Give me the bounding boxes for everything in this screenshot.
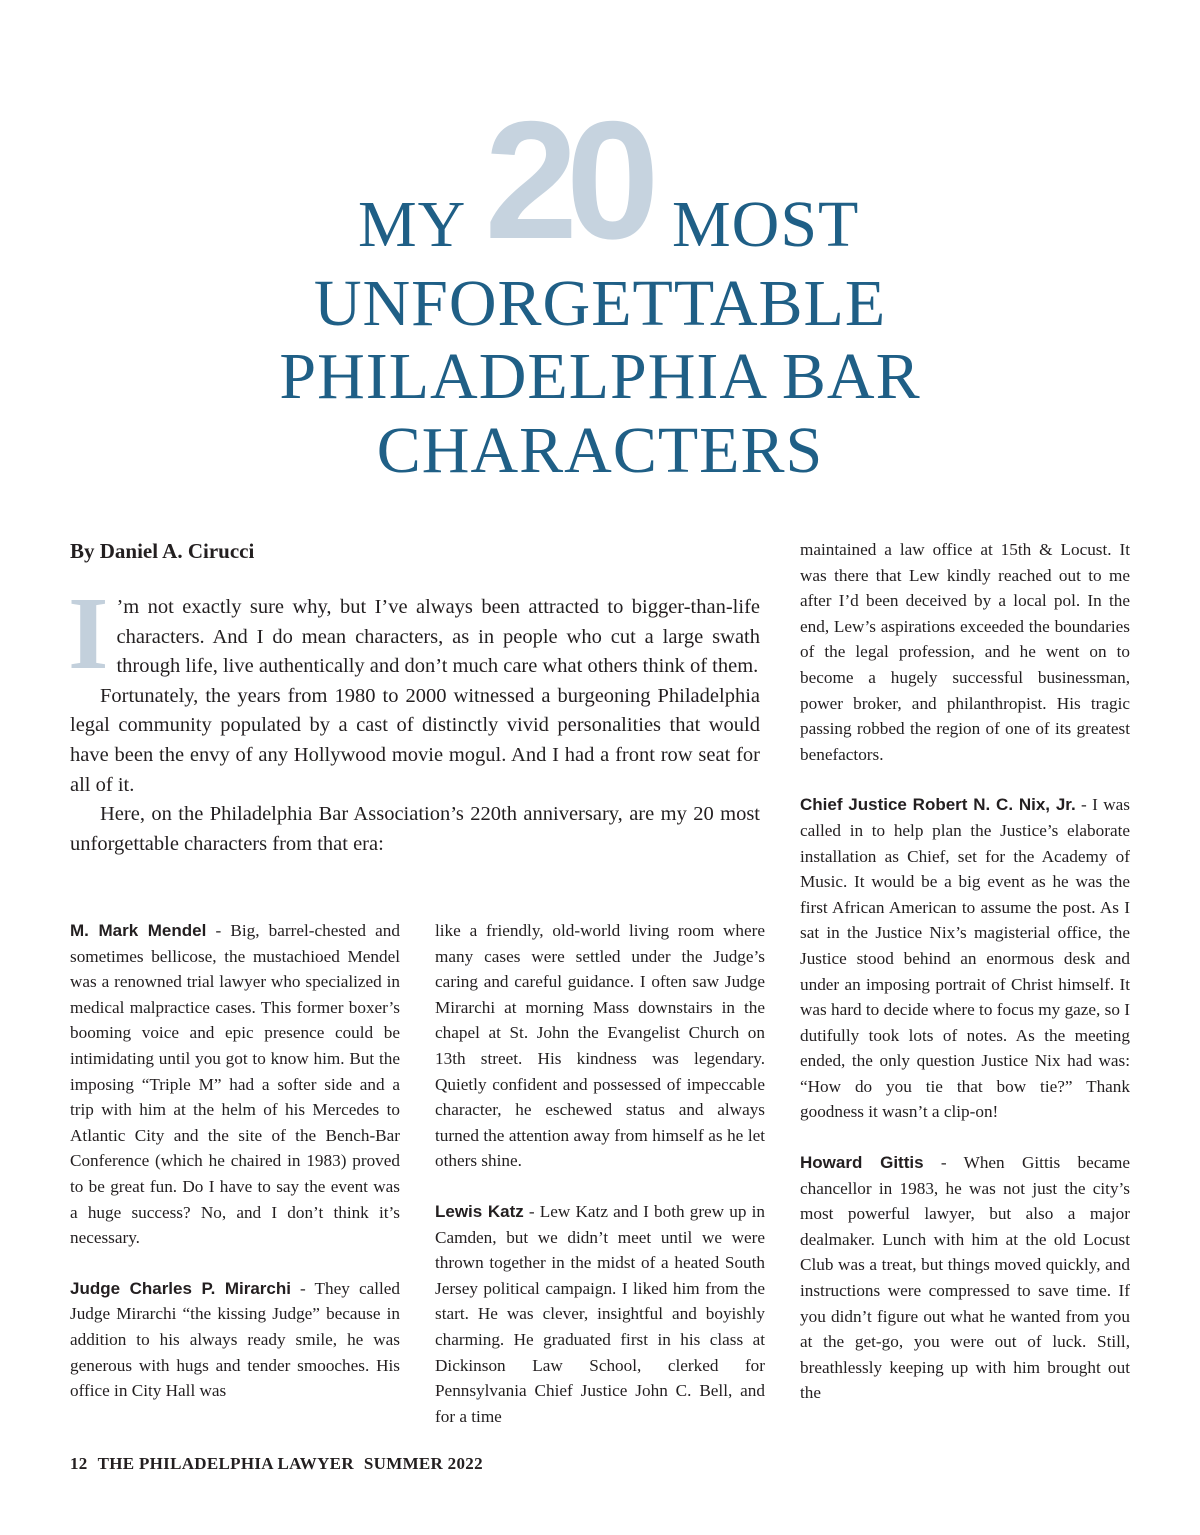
title-word-my: MY [358, 188, 467, 261]
column-3 [800, 537, 1130, 1406]
drop-cap: I [68, 576, 109, 691]
entry-gittis [800, 1150, 1130, 1406]
publication-name: THE PHILADELPHIA LAWYER [97, 1454, 354, 1473]
intro-section [68, 576, 760, 859]
entry-name: Howard Gittis [800, 1153, 924, 1173]
entry-text: - Big, barrel-chested and sometimes bellicose, the mustachioed Mendel was a renowned trial lawyer who specialized in medical malpractice cases. This former boxer’s booming voice and epic presence could be intimidating until you got to know him. But the imposing “Triple M” had a softer side and a trip with him at the helm of his Mercedes to Atlantic City and the site of the Bench-Bar Conference (which he chaired in 1983) proved to be great fun. Do I have to say the event was a huge success? No, and I don’t think it’s necessary. [70, 921, 400, 1248]
entry-katz-continued: maintained a law office at 15th & Locust. It was there that Lew kindly reached out to me after I’d been deceived by a local pol. In the end, Lew’s aspirations exceeded the boundaries of the legal profession, and he went on to become a hugely successful businessman, power broker, and philanthropist. His tragic passing robbed the region of one of its greatest benefactors. [800, 540, 1130, 764]
intro-paragraph-1-text: ’m not exactly sure why, but I’ve always been attracted to bigger-than-life characters. And I do mean characters, as in people who cut a large swath through life, live authentically and don’t much care what others think of them. [116, 596, 760, 678]
entry-text: - They called Judge Mirarchi “the kissing Judge” because in addition to his always ready smile, he was generous with hugs and tender smooches. His office in City Hall was [70, 1278, 400, 1401]
entry-name: Lewis Katz [435, 1201, 524, 1221]
column-2 [435, 918, 765, 1429]
intro-paragraph-2: Fortunately, the years from 1980 to 2000 witnessed a burgeoning Philadelphia legal community populated by a cast of distinctly vivid personalities that would have been the envy of any Hollywood movie mogul. And I had a front row seat for all of it. [70, 684, 760, 796]
entry-name: Chief Justice Robert N. C. Nix, Jr. [800, 795, 1076, 815]
intro-paragraph-1 [68, 576, 760, 691]
entry-text: - I was called in to help plan the Justice’s elaborate installation as Chief, set for the Academy of Music. It would be a big event as he was the first African American to assume the post. As I sat in the Justice Nix’s magisterial office, the Justice stood behind an enormous desk and under an imposing portrait of Christ himself. It was hard to decide where to focus my gaze, so I dutifully took lots of notes. As the meeting ended, the only question Justice Nix had was: “How do you tie that bow tie?” Thank goodness it wasn’t a clip-on! [800, 795, 1130, 1122]
entry-name: Judge Charles P. Mirarchi [70, 1278, 291, 1298]
issue-date: SUMMER 2022 [363, 1454, 483, 1473]
column-1 [70, 918, 400, 1404]
title-line-characters: CHARACTERS [376, 414, 824, 487]
entry-katz [435, 1199, 765, 1429]
entry-mendel [70, 918, 400, 1251]
page-footer [70, 1454, 493, 1474]
intro-paragraph-3: Here, on the Philadelphia Bar Association’s 220th anniversary, are my 20 most unforgettable characters from that era: [70, 803, 760, 855]
title-line-philadelphia-bar: PHILADELPHIA BAR [279, 340, 921, 413]
byline: By Daniel A. Cirucci [70, 539, 255, 563]
page-number: 12 [70, 1454, 88, 1473]
entry-mirarchi [70, 1276, 400, 1404]
title-line-unforgettable: UNFORGETTABLE [313, 267, 887, 340]
title-number-20: 20 [484, 86, 648, 274]
entry-name: M. Mark Mendel [70, 921, 207, 940]
entry-text: - Lew Katz and I both grew up in Camden, but we didn’t meet until we were thrown together in the midst of a heated South Jersey political campaign. I liked him from the start. He was clever, insightful and boyishly charming. He graduated first in his class at Dickinson Law School, clerked for Pennsylvania Chief Justice John C. Bell, and for a time [435, 1201, 765, 1426]
entry-mirarchi-continued: like a friendly, old-world living room where many cases were settled under the Judge’s caring and careful guidance. I often saw Judge Mirarchi at morning Mass downstairs in the chapel at St. John the Evangelist Church on 13th street. His kindness was legendary. Quietly confident and possessed of impeccable character, he eschewed status and always turned the attention away from himself as he let others shine. [435, 921, 765, 1171]
entry-nix [800, 792, 1130, 1125]
title-word-most: MOST [672, 188, 860, 261]
entry-text: - When Gittis became chancellor in 1983, he was not just the city’s most powerful lawyer, but also a major dealmaker. Lunch with him at the old Locust Club was a treat, but things moved quickly, and instructions were compressed to save time. If you didn’t figure out what he wanted from you at the get-go, you were out of luck. Still, breathlessly keeping up with him brought out the [800, 1153, 1130, 1403]
